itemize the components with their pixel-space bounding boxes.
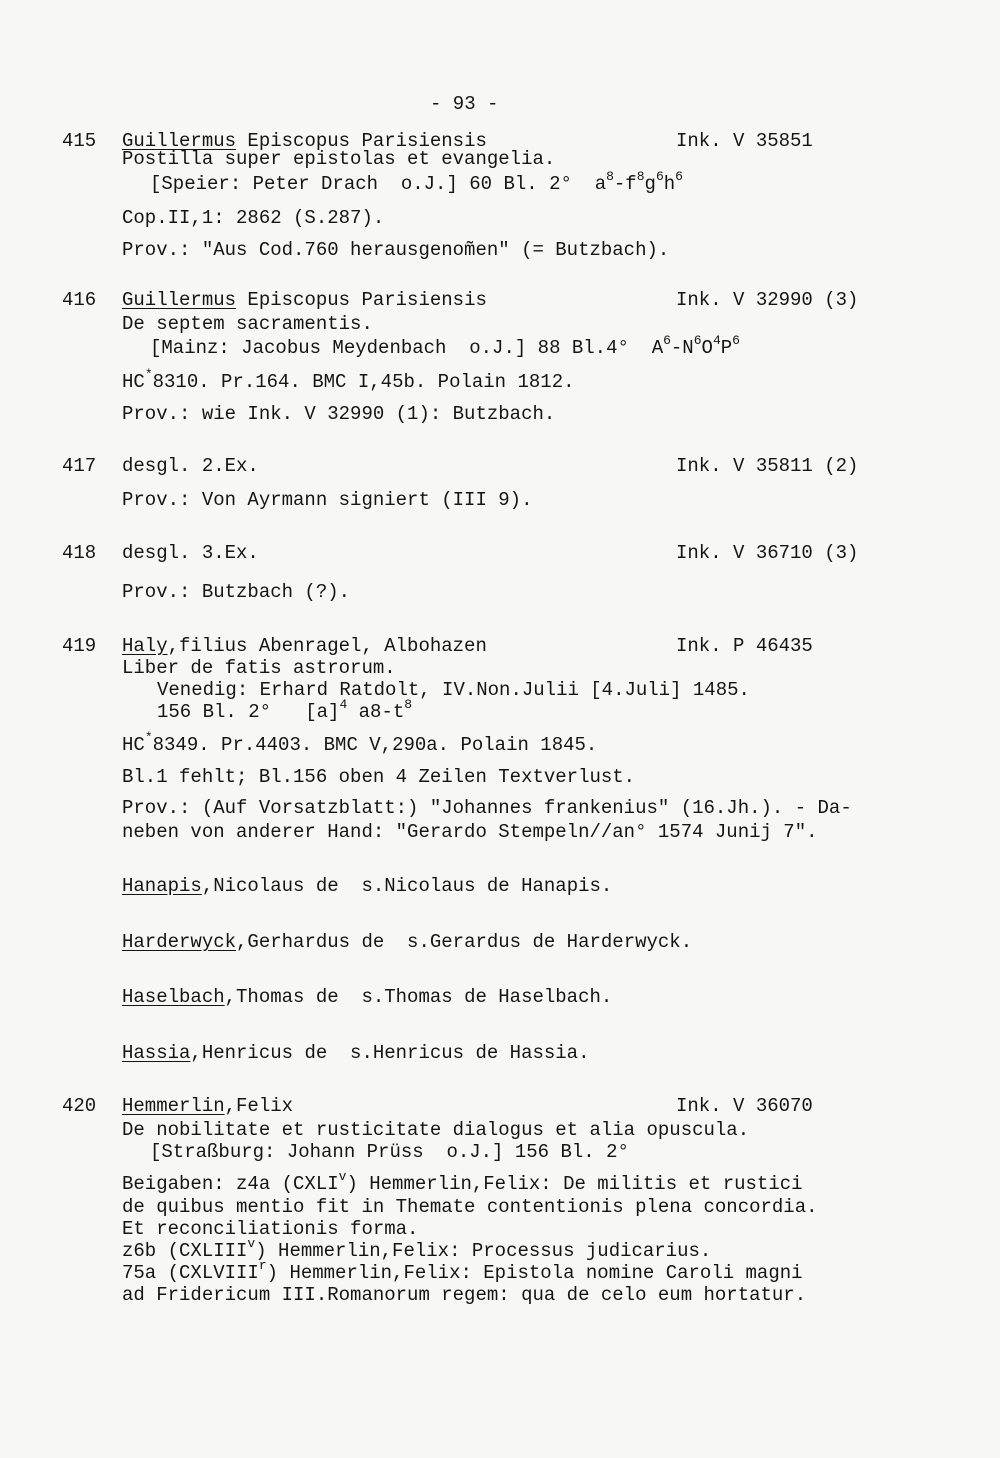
xref-target: ,Thomas de s.Thomas de Haselbach. — [224, 986, 613, 1008]
asterisk: * — [144, 730, 153, 745]
title: De nobilitate et rusticitate dialogus et alia opuscula. — [122, 1119, 750, 1141]
title: desgl. 3.Ex. — [122, 542, 259, 564]
ref-text: 8349. Pr.4403. BMC V,290a. Polain 1845. — [152, 734, 598, 756]
author-name: Guillermus — [122, 130, 237, 152]
text: ) Hemmerlin,Felix: Processus judicarius. — [255, 1240, 712, 1262]
author-rest: Episcopus Parisiensis — [236, 289, 487, 311]
collation: 6 — [663, 333, 671, 348]
cross-reference — [122, 930, 692, 954]
collation: 8 — [636, 169, 645, 184]
collation: 8 — [606, 169, 614, 184]
author-rest: ,filius Abenragel, Albohazen — [167, 635, 487, 657]
shelfmark: Ink. V 35851 — [676, 130, 813, 152]
format-text: 156 Bl. 2° [a] — [157, 701, 340, 723]
provenance: Prov.: Von Ayrmann signiert (III 9). — [122, 489, 533, 511]
collation: g — [644, 173, 656, 195]
entry-heading — [122, 1094, 293, 1118]
text: Beigaben: z4a (CXLI — [122, 1173, 339, 1195]
title: Postilla super epistolas et evangelia. — [122, 148, 556, 170]
author-name: Hemmerlin — [122, 1095, 225, 1117]
entry-number: 416 — [62, 289, 97, 311]
entry-heading — [122, 634, 487, 658]
reference — [122, 367, 575, 394]
entry-number: 417 — [62, 455, 97, 477]
collation: 6 — [655, 169, 664, 184]
reference — [122, 730, 598, 757]
page-number: - 93 - — [430, 93, 499, 115]
provenance: Prov.: Butzbach (?). — [122, 581, 351, 603]
collation: 6 — [732, 333, 740, 348]
collation: P — [720, 337, 733, 359]
reference: Cop.II,1: 2862 (S.287). — [122, 207, 385, 229]
superscript: r — [258, 1258, 267, 1273]
title: desgl. 2.Ex. — [122, 455, 259, 477]
collation: -N — [670, 337, 694, 359]
provenance: Prov.: "Aus Cod.760 herausgenom̃en" (= Butzbach). — [122, 239, 670, 261]
text: 75a (CXLVIII — [122, 1262, 259, 1284]
shelfmark: Ink. V 35811 (2) — [676, 455, 859, 477]
provenance: Prov.: (Auf Vorsatzblatt:) "Johannes frankenius" (16.Jh.). - Da- — [122, 797, 852, 819]
cross-reference — [122, 874, 612, 898]
entry-number: 415 — [62, 130, 97, 152]
collation: 8 — [404, 697, 413, 712]
appendix-line — [122, 1169, 803, 1196]
format — [157, 697, 413, 724]
ref-text: 8310. Pr.164. BMC I,45b. Polain 1812. — [152, 371, 575, 393]
xref-name: Harderwyck — [122, 931, 237, 953]
text: ) Hemmerlin,Felix: De militis et rustici — [346, 1173, 803, 1195]
ref-text: HC — [122, 371, 145, 393]
appendix-line: de quibus mentio fit in Themate contentionis plena concordia. — [122, 1196, 818, 1218]
asterisk: * — [144, 367, 153, 382]
entry-number: 419 — [62, 635, 97, 657]
appendix-line — [122, 1236, 712, 1263]
collation: a8-t — [347, 701, 405, 723]
text: ) Hemmerlin,Felix: Epistola nomine Caroli magni — [266, 1262, 803, 1284]
title: De septem sacramentis. — [122, 313, 373, 335]
shelfmark: Ink. V 32990 (3) — [676, 289, 859, 311]
xref-name: Haselbach — [122, 986, 225, 1008]
xref-name: Hanapis — [122, 875, 202, 897]
collation: 6 — [675, 169, 683, 184]
xref-target: ,Nicolaus de s.Nicolaus de Hanapis. — [201, 875, 613, 897]
entry-number: 420 — [62, 1095, 97, 1117]
cross-reference — [122, 1041, 590, 1065]
author-rest: Episcopus Parisiensis — [236, 130, 487, 152]
text: z6b (CXLIII — [122, 1240, 248, 1262]
note: Bl.1 fehlt; Bl.156 oben 4 Zeilen Textverlust. — [122, 766, 636, 788]
imprint — [150, 333, 740, 360]
ref-text: HC — [122, 734, 145, 756]
imprint — [150, 169, 683, 196]
imprint-text: [Speier: Peter Drach o.J.] 60 Bl. 2° — [150, 173, 595, 195]
collation: h — [663, 173, 676, 195]
collation: a — [594, 173, 607, 195]
collation: O — [701, 337, 713, 359]
collation: -f — [613, 173, 637, 195]
collation: 6 — [693, 333, 702, 348]
cross-reference — [122, 985, 612, 1009]
imprint: Venedig: Erhard Ratdolt, IV.Non.Julii [4.Juli] 1485. — [157, 679, 750, 701]
collation: 4 — [339, 697, 348, 712]
appendix-line — [122, 1258, 803, 1285]
entry-heading — [122, 288, 487, 312]
xref-target: ,Henricus de s.Henricus de Hassia. — [190, 1042, 590, 1064]
shelfmark: Ink. V 36710 (3) — [676, 542, 859, 564]
shelfmark: Ink. P 46435 — [676, 635, 813, 657]
appendix-line: Et reconciliationis forma. — [122, 1218, 419, 1240]
title: Liber de fatis astrorum. — [122, 657, 396, 679]
imprint-text: [Mainz: Jacobus Meydenbach o.J.] 88 Bl.4° — [150, 337, 652, 359]
xref-name: Hassia — [122, 1042, 191, 1064]
appendix-line: ad Fridericum III.Romanorum regem: qua de celo eum hortatur. — [122, 1284, 807, 1306]
entry-number: 418 — [62, 542, 97, 564]
imprint: [Straßburg: Johann Prüss o.J.] 156 Bl. 2° — [150, 1141, 629, 1163]
author-name: Haly — [122, 635, 168, 657]
collation: 4 — [712, 333, 721, 348]
shelfmark: Ink. V 36070 — [676, 1095, 813, 1117]
author-rest: ,Felix — [224, 1095, 294, 1117]
author-name: Guillermus — [122, 289, 237, 311]
xref-target: ,Gerhardus de s.Gerardus de Harderwyck. — [236, 931, 693, 953]
collation: A — [651, 337, 664, 359]
provenance: Prov.: wie Ink. V 32990 (1): Butzbach. — [122, 403, 556, 425]
provenance: neben von anderer Hand: "Gerardo Stempeln//an° 1574 Junij 7". — [122, 821, 818, 843]
superscript: v — [338, 1169, 347, 1184]
superscript: v — [247, 1236, 256, 1251]
